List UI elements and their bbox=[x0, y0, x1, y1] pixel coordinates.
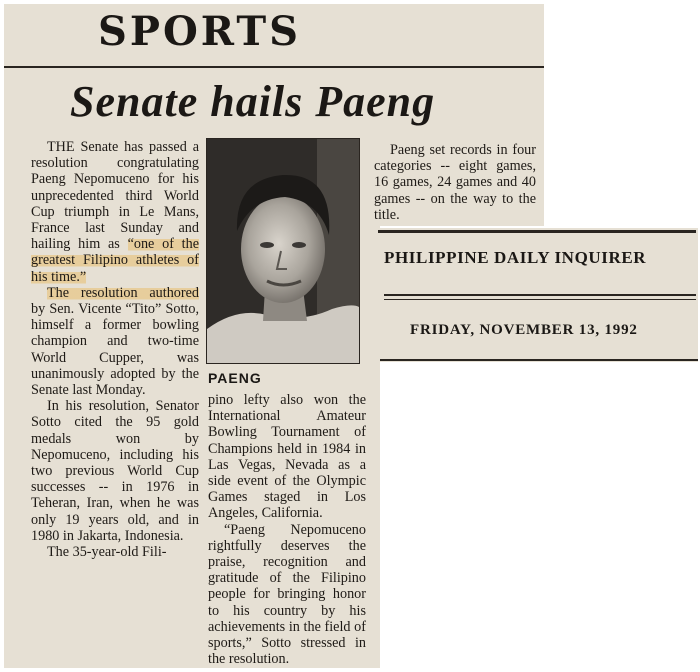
masthead-top-rule bbox=[378, 230, 696, 233]
section-title: SPORTS bbox=[98, 8, 301, 55]
article-column-3 bbox=[374, 142, 536, 223]
article-paragraph: The 35-year-old Fili- bbox=[47, 544, 167, 561]
newspaper-name: PHILIPPINE DAILY INQUIRER bbox=[384, 248, 647, 267]
article-paragraph: “Paeng Nepomuceno rightfully deserves the praise, recognition and gratitude of the Filipino people for bringing honor to his country by his achievements in the field of sports,” Sotto stressed in the resolution. bbox=[208, 521, 366, 668]
article-column-2 bbox=[208, 392, 366, 667]
article-headline: Senate hails Paeng bbox=[70, 77, 436, 126]
masthead-middle-rule bbox=[384, 294, 696, 296]
article-paragraph bbox=[31, 285, 199, 398]
paragraph-text: by Sen. Vicente “Tito” Sotto, himself a former bowling champion and two-time World Cupper, was unanimously adopted by the Senate last Monday. bbox=[31, 301, 199, 399]
portrait-image bbox=[207, 139, 359, 363]
highlighted-quote: “one of the greatest Filipino athletes of his time.” bbox=[31, 236, 200, 285]
article-paragraph: Paeng set records in four categories -- eight games, 16 games, 24 games and 40 games -- on the way to the title. bbox=[374, 142, 536, 223]
masthead-middle-rule-thin bbox=[384, 299, 696, 300]
highlighted-text: The resolution authored bbox=[47, 284, 199, 301]
paeng-photo bbox=[206, 138, 360, 364]
article-column-1 bbox=[31, 139, 199, 560]
article-paragraph: pino lefty also won the International Amateur Bowling Tournament of Champions held in 1984 in Las Vegas, Nevada as a side event of the Olympic Games staged in Los Angeles, California. bbox=[208, 392, 366, 522]
article-paragraph bbox=[31, 139, 199, 285]
publication-date: FRIDAY, NOVEMBER 13, 1992 bbox=[410, 322, 638, 338]
masthead-bottom-rule bbox=[380, 359, 698, 361]
article-paragraph: In his resolution, Senator Sotto cited the 95 gold medals won by Nepomuceno, including his two previous World Cup successes -- in 1976 in Teheran, Iran, when he was only 19 years old, and in 1980 in Jakarta, Indonesia. bbox=[31, 398, 199, 544]
paragraph-text: THE Senate has passed a resolution congratulating Paeng Nepomuceno for his unprecedented third World Cup triumph in Le Mans, France last Sunday and hailing him as bbox=[31, 139, 199, 253]
photo-caption: PAENG bbox=[208, 370, 262, 386]
